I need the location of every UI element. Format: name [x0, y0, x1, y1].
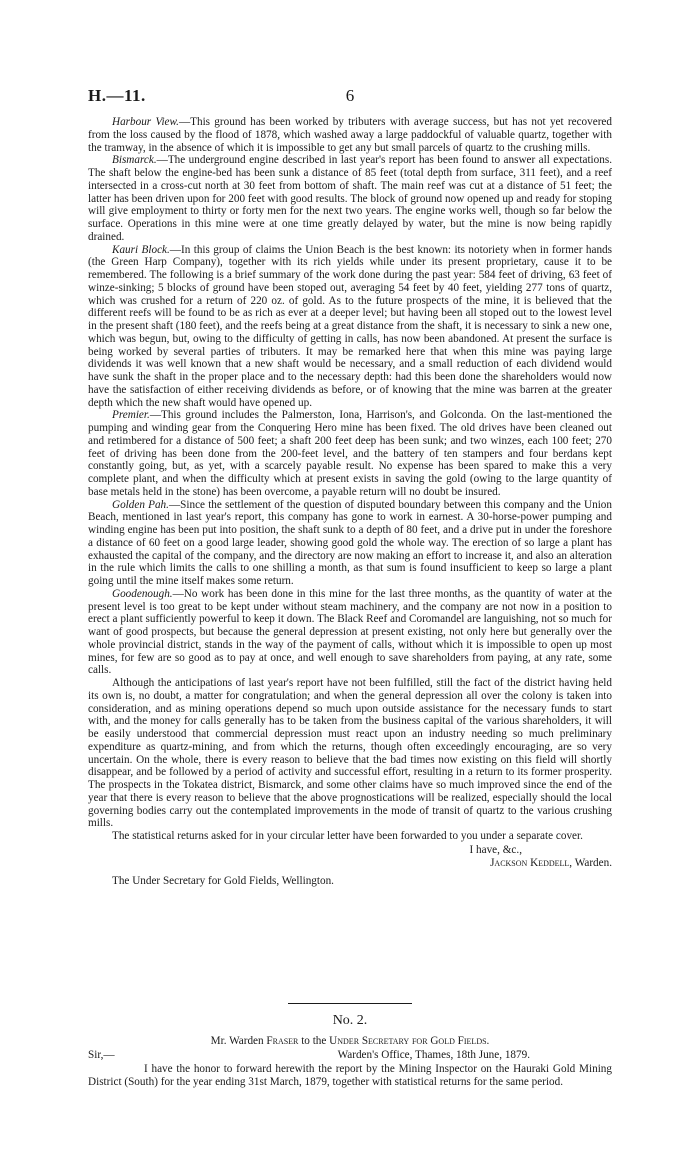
page-header — [88, 86, 612, 106]
paragraph-text: —No work has been done in this mine for the last three months, as the quantity of water at the present level is too great to be kept under without steam machinery, and the company are not now in a position to erect a plant sufficiently powerful to keep it down. The Black Reef and Coromandel are languishing, not so much for want of good prospects, but because the general depression at present existing, not only here but generally over the whole provincial district, stands in the way of the payment of calls, without which it is impossible to open up most mines, for few are so good as to pay at once, and well enough to save shareholders from paying, at any rate, some calls. — [88, 587, 612, 677]
document-code: H.—11. — [88, 86, 146, 105]
paragraph-title: Bismarck. — [112, 154, 157, 167]
signature — [88, 857, 612, 870]
report-body — [88, 116, 612, 888]
paragraph-bismarck — [88, 154, 612, 243]
paragraph-title: Kauri Block. — [112, 243, 170, 256]
signer-name: Jackson Keddell — [490, 856, 570, 869]
heading-recipient: Under Secretary for Gold Fields. — [329, 1035, 490, 1047]
paragraph-text: Although the anticipations of last year's report have not been fulfilled, still the fact of the district having held its own is, no doubt, a matter for congratulation; and when the general depression all over the colony is taken into consideration, and as mining operations depend so much upon outside assistance for the necessary funds to start with, and the money for calls generally has to be taken from the business capital of the various shareholders, it will be easily understood that commercial depression must react upon an industry needing so much preliminary expenditure as quartz-mining, and from which the returns, though often exceedingly encouraging, are so very uncertain. On the whole, there is every reason to believe that the bad times now existing on this field will shortly disappear, and be followed by a period of activity and successful effort, resulting in a return to its former prosperity. The prospects in the Tokatea district, Bismarck, and some other claims have so much improved since the end of the year that there is every reason to believe that the above prognostications will be realized, especially should the local governing bodies carry out the contemplated improvements in the mode of transit of quartz to the various crushing mills. — [88, 677, 612, 830]
paragraph-golden-pah — [88, 499, 612, 588]
section-divider — [288, 1003, 412, 1004]
section-2 — [88, 1035, 612, 1090]
paragraph-goodenough — [88, 588, 612, 677]
paragraph-kauri-block — [88, 244, 612, 410]
paragraph-text: —This ground has been worked by tributers with average success, but has not yet recovered from the loss caused by the flood of 1878, which washed away a large paddockful of valuable quartz, together with the tramway, in the absence of which it is impossible to get any but small parcels of quartz to the crushing mills. — [88, 116, 612, 154]
paragraph-title: Goodenough. — [112, 587, 173, 600]
closing-line: I have, &c., — [469, 843, 522, 856]
page-number: 6 — [345, 86, 355, 105]
section-heading — [88, 1035, 612, 1049]
paragraph-text: —In this group of claims the Union Beach is the best known: its notoriety when in former hands (the Green Harp Company), together with its rich yields while under its present proprietary, cause it to be remembered. The following is a brief summary of the work done during the past year: 584 feet of driving, 63 feet of winze-sinking; 5 blocks of ground have been stoped out, averaging 54 feet by 40 feet, yielding 277 tons of quartz, which was crushed for a return of 220 oz. of gold. As to the future prospects of the mine, it is believed that the different reefs will be found to be as rich as ever at a deeper level; but having been all stoped out to the lowest level in the present shaft (180 feet), and the reefs being at a great distance from the shaft, it is necessary to sink a new one, which was begun, but, owing to the difficulty of getting in calls, has now been abandoned. At present the surface is being worked by several parties of tributers. It may be remarked here that when this mine was paying large dividends it was well known that a new shaft would be necessary, and a small reduction of each dividend would have sunk the shaft in the proper place and to the necessary depth: had this been done the shareholders would now have the satisfaction of either receiving dividends as before, or of knowing that the mine was barren at the greater depth which the new shaft would have opened up. — [88, 243, 612, 409]
heading-sender: Fraser — [266, 1035, 299, 1047]
heading-mid: to the — [301, 1035, 327, 1047]
paragraph-text: The statistical returns asked for in your circular letter have been forwarded to you under a separate cover. — [112, 830, 583, 842]
paragraph-text: —The underground engine described in last year's report has been found to answer all expectations. The shaft below the engine-bed has been sunk a distance of 85 feet (total depth from surface, 311 feet), and a reef intersected in a cross-cut north at 30 feet from bottom of shaft. The main reef was cut at a distance of 51 feet; the latter has been driven upon for 200 feet with good results. The block of ground now opened up and ready for stoping will give employment to thirty or forty men for the next two years. The engine works well, though so far below the surface. Operations in this mine were at one time greatly delayed by water, but the mine is now being rapidly drained. — [88, 154, 612, 243]
salutation-line — [88, 1049, 612, 1063]
signer-title: , Warden. — [569, 856, 612, 869]
letter-body: I have the honor to forward herewith the report by the Mining Inspector on the Hauraki Gold Mining District (South) for the year ending 31st March, 1879, together with statistical returns for the same period. — [88, 1062, 612, 1088]
paragraph-text: —Since the settlement of the question of disputed boundary between this company and the Union Beach, mentioned in last year's report, this company has gone to work in earnest. A 30-horse-power pumping and winding engine has been put into position, the shaft sunk to a depth of 80 feet, and a drive put in under the foreshore a distance of 60 feet on a good large leader, showing good gold the whole way. The erection of so large a plant has exhausted the capital of the company, and the directory are now making an effort to increase it, and also an alteration in the rule which limits the calls to one shilling a month, as that sum is found insufficient to keep so large a plant going until the mine itself makes some return. — [88, 498, 612, 587]
paragraph-text: —This ground includes the Palmerston, Iona, Harrison's, and Golconda. On the last-mentioned the pumping and winding gear from the Conquering Hero mine has been fixed. The old drives have been cleaned out and retimbered for a distance of 500 feet; a shaft 200 feet deep has been sunk; and two winzes, each 100 feet; 270 feet of driving has been done from the 200-feet level, and the battery of ten stampers and four berdans kept constantly going, but, as yet, with a scarcely payable result. No expense has been spared to make this a very complete plant, and when the difficulty which at present exists in saving the gold (owing to the large quantity of base metals held in the stone) has been overcome, a payable return will no doubt be insured. — [88, 409, 612, 498]
paragraph-title: Golden Pah. — [112, 498, 169, 511]
section-number: No. 2. — [332, 1013, 368, 1028]
paragraph-harbour-view — [88, 116, 612, 154]
paragraph-statistical-returns — [88, 830, 612, 843]
office-date-line: Warden's Office, Thames, 18th June, 1879. — [337, 1048, 530, 1061]
addressee: The Under Secretary for Gold Fields, Wellington. — [112, 875, 334, 888]
paragraph-general-outlook — [88, 677, 612, 830]
paragraph-premier — [88, 409, 612, 498]
paragraph-title: Premier. — [112, 409, 150, 422]
heading-prefix: Mr. Warden — [210, 1035, 264, 1047]
paragraph-title: Harbour View. — [112, 116, 179, 128]
salutation: Sir,— — [88, 1048, 115, 1061]
